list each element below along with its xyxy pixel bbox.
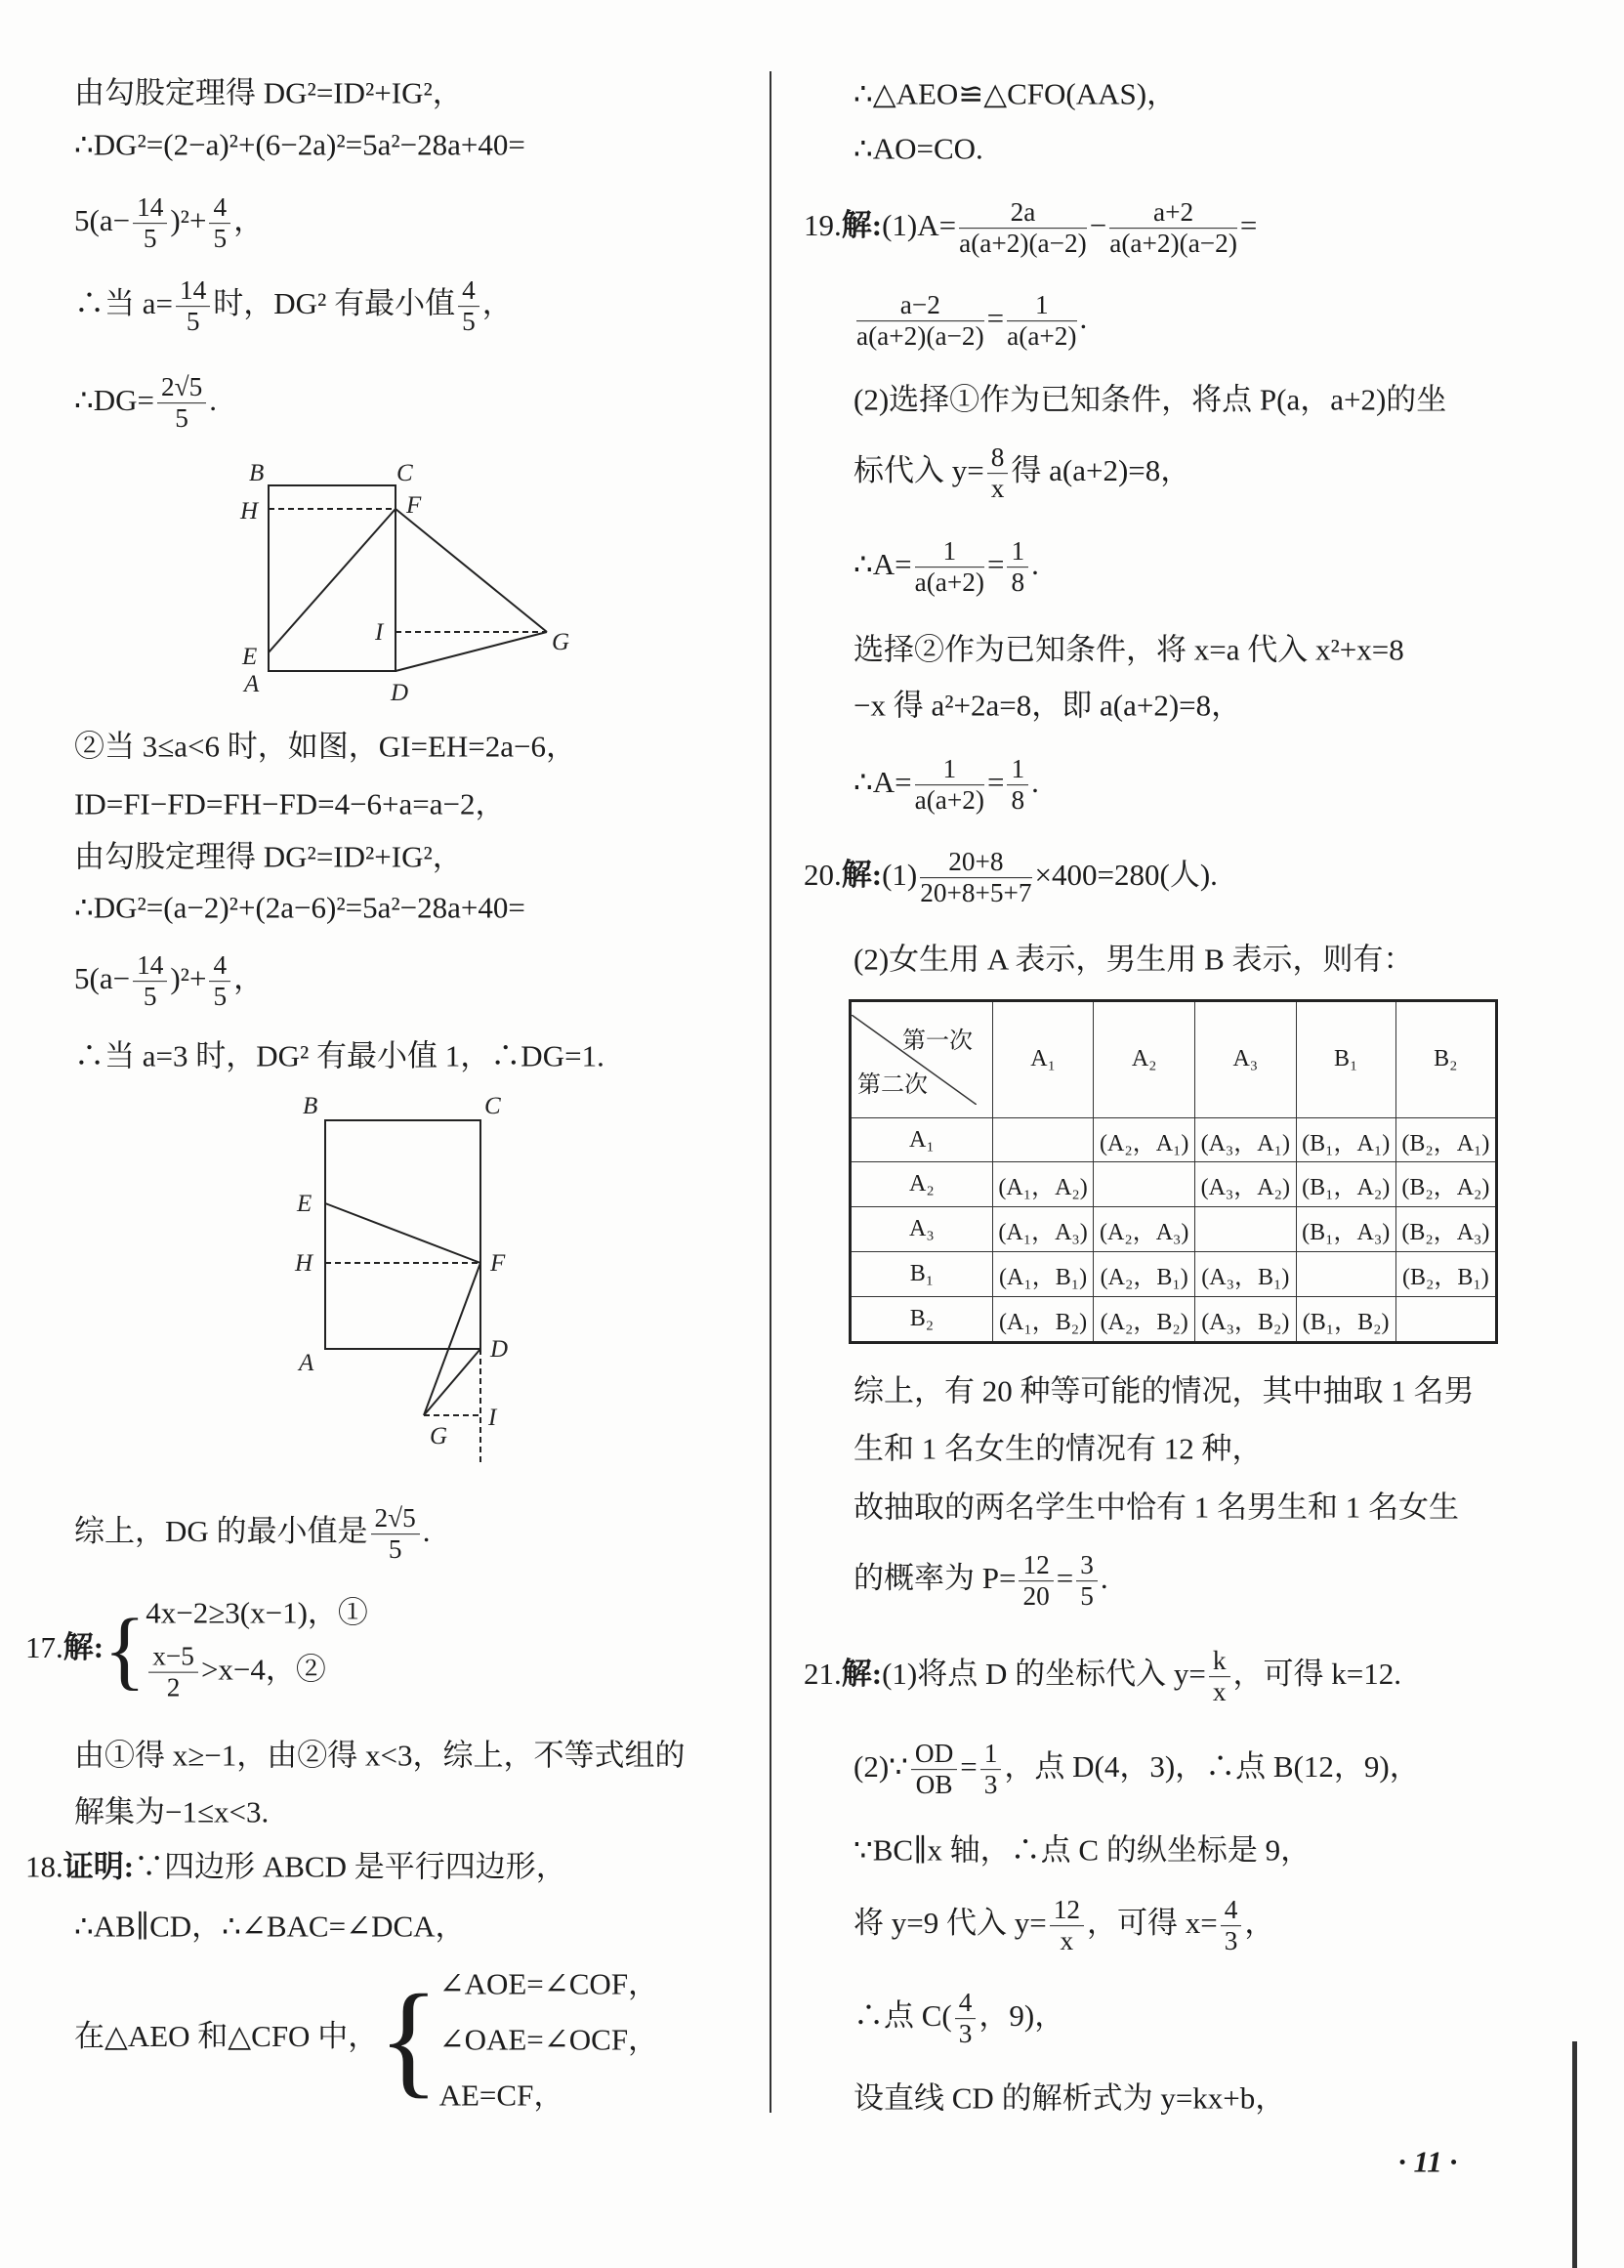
text-line: ∴△AEO≌△CFO(AAS)， — [854, 76, 1178, 111]
text: ∵四边形 ABCD 是平行四边形， — [134, 1849, 566, 1884]
table-cell: (A₂，A₁) — [1094, 1117, 1195, 1162]
numerator: 8 — [987, 442, 1009, 474]
table-cell: (B₁，A₁) — [1296, 1117, 1395, 1162]
text-line: 由勾股定理得 DG²=ID²+IG²， — [74, 75, 463, 110]
text: 得 a(a+2)=8， — [1011, 453, 1191, 488]
brace-icon: { — [104, 1602, 146, 1699]
row-header: B₁ — [851, 1252, 993, 1297]
formula-line — [854, 290, 1087, 353]
problem-17 — [25, 1595, 368, 1704]
text: 的概率为 P= — [854, 1561, 1017, 1596]
formula-line — [74, 950, 264, 1013]
numerator: 2a — [959, 197, 1087, 229]
denominator: 3 — [1224, 1926, 1238, 1956]
text-line: 解集为−1≤x<3. — [74, 1794, 270, 1829]
fraction — [980, 1739, 1002, 1801]
problem-21 — [804, 1646, 1401, 1708]
text-line: −x 得 a²+2a=8，即 a(a+2)=8， — [854, 688, 1242, 723]
text: . — [1031, 547, 1039, 582]
table-cell — [1296, 1252, 1395, 1297]
proof-label: 证明: — [62, 1849, 135, 1884]
text: . — [1079, 301, 1088, 336]
condition: AE=CF， — [438, 2078, 564, 2113]
fraction — [915, 754, 984, 817]
fraction — [987, 442, 1009, 505]
fraction — [920, 847, 1031, 909]
column-header: B₁ — [1296, 1001, 1395, 1118]
label-G: G — [430, 1423, 448, 1449]
label-B: B — [249, 460, 265, 486]
outcome-table — [849, 999, 1498, 1344]
text-line: 故抽取的两名学生中恰有 1 名男生和 1 名女生 — [854, 1490, 1459, 1525]
problem-number: 18. — [25, 1849, 63, 1884]
text: ，点 D(4，3)，∴点 B(12，9)， — [1004, 1749, 1420, 1785]
denominator: a(a+2) — [914, 567, 984, 598]
corner-bottom-label: 第二次 — [857, 1071, 928, 1098]
label-A: A — [299, 1350, 314, 1376]
label-E: E — [297, 1191, 312, 1217]
problem-number: 20. — [804, 858, 842, 893]
solution-label: 解: — [841, 1657, 883, 1692]
column-header: B₂ — [1395, 1001, 1496, 1118]
row-header: A₂ — [851, 1162, 993, 1207]
numerator: 1 — [1007, 536, 1028, 567]
numerator: OD — [911, 1739, 957, 1770]
page-number: · 11 · — [1398, 2144, 1458, 2179]
text: . — [422, 1514, 431, 1549]
numerator: a+2 — [1109, 197, 1237, 229]
problem-20 — [804, 847, 1218, 909]
solution-label: 解: — [841, 208, 883, 243]
text: 时，DG² 有最小值 — [213, 286, 456, 321]
denominator: 5 — [143, 982, 157, 1012]
denominator: 5 — [143, 224, 157, 254]
fraction — [1019, 1550, 1053, 1613]
denominator: x — [1060, 1926, 1074, 1956]
table-cell: (B₂，B₁) — [1395, 1252, 1496, 1297]
denominator: a(a+2)(a−2) — [856, 321, 984, 352]
text-line: 生和 1 名女生的情况有 12 种， — [854, 1431, 1263, 1466]
table-row — [851, 1296, 1497, 1342]
text: ∴DG= — [74, 383, 154, 418]
fraction — [1007, 754, 1028, 817]
table-row — [851, 1162, 1497, 1207]
problem-19 — [804, 197, 1257, 260]
label-I: I — [375, 619, 384, 646]
formula-line — [854, 754, 1039, 817]
text: (1)A= — [882, 208, 957, 243]
formula-line — [854, 1988, 1064, 2050]
table-cell — [1195, 1207, 1297, 1252]
text: − — [1089, 208, 1107, 243]
table-cell: (A₁，B₂) — [992, 1296, 1094, 1342]
table-cell — [992, 1117, 1094, 1162]
text: = — [960, 1749, 978, 1785]
text: ∴A= — [854, 765, 912, 800]
inequality-2 — [146, 1642, 368, 1704]
numerator: 14 — [133, 192, 167, 224]
fraction — [959, 197, 1087, 260]
denominator: 8 — [1011, 785, 1025, 816]
text: ×400=280(人). — [1034, 858, 1218, 893]
fraction — [1050, 1895, 1084, 1957]
numerator: 14 — [133, 950, 167, 982]
label-F: F — [406, 492, 422, 519]
text: (1)将点 D 的坐标代入 y= — [882, 1657, 1206, 1692]
denominator: a(a+2)(a−2) — [1109, 229, 1237, 259]
text: = — [986, 765, 1005, 800]
column-header: A₃ — [1195, 1001, 1297, 1118]
numerator: 20+8 — [920, 847, 1031, 878]
condition: ∠OAE=∠OCF， — [438, 2022, 659, 2057]
text: )²+ — [170, 203, 207, 238]
fraction — [1076, 1550, 1098, 1613]
numerator: 1 — [1007, 754, 1028, 785]
column-divider — [770, 71, 771, 2113]
formula-line — [854, 1895, 1274, 1957]
table-cell: (A₁，A₂) — [992, 1162, 1094, 1207]
denominator: 5 — [462, 307, 476, 337]
text: = — [1056, 1561, 1074, 1596]
fraction — [148, 1642, 198, 1704]
numerator: 4 — [955, 1988, 977, 2019]
label-H: H — [240, 498, 259, 525]
figure-2 — [325, 1120, 480, 1465]
table-cell: (A₃，B₁) — [1195, 1252, 1297, 1297]
fraction — [1007, 536, 1028, 599]
text-line: ID=FI−FD=FH−FD=4−6+a=a−2， — [74, 786, 506, 821]
text-line: ∴当 a=3 时，DG² 有最小值 1，∴DG=1. — [74, 1038, 604, 1073]
numerator: 1 — [915, 754, 984, 785]
text-line: ∴DG²=(a−2)²+(2a−6)²=5a²−28a+40= — [74, 890, 525, 925]
text: = — [986, 547, 1005, 582]
label-D: D — [490, 1336, 509, 1363]
formula-line — [854, 442, 1190, 505]
numerator: 4 — [1221, 1895, 1242, 1926]
numerator: a−2 — [856, 290, 984, 321]
denominator: a(a+2) — [1007, 321, 1077, 352]
text: 综上，DG 的最小值是 — [74, 1514, 368, 1549]
congruence-system — [74, 1966, 659, 2113]
numerator: 12 — [1050, 1895, 1084, 1926]
fraction — [856, 290, 984, 353]
denominator: 5 — [186, 307, 200, 337]
denominator: 20 — [1022, 1581, 1050, 1612]
text: ∴A= — [854, 547, 912, 582]
row-header: B₂ — [851, 1296, 993, 1342]
text-line: 由勾股定理得 DG²=ID²+IG²， — [74, 839, 463, 874]
numerator: 4 — [209, 192, 230, 224]
denominator: a(a+2)(a−2) — [959, 229, 1087, 259]
formula-line — [854, 1550, 1108, 1613]
numerator: 1 — [980, 1739, 1002, 1770]
text: = — [1239, 208, 1258, 243]
text: 5(a− — [74, 203, 131, 238]
fraction — [133, 950, 167, 1013]
column-header: A₁ — [992, 1001, 1094, 1118]
fraction — [209, 950, 230, 1013]
denominator: 2 — [166, 1673, 181, 1702]
label-F: F — [490, 1250, 506, 1277]
label-H: H — [295, 1250, 313, 1277]
numerator: 1 — [915, 536, 984, 567]
numerator: 12 — [1019, 1550, 1053, 1581]
problem-18 — [25, 1849, 566, 1884]
text: (2)∵ — [854, 1749, 908, 1785]
formula-line — [74, 1503, 431, 1566]
inequality-1: 4x−2≥3(x−1)，① — [146, 1595, 368, 1630]
denominator: 5 — [213, 982, 228, 1012]
fraction — [1221, 1895, 1242, 1957]
text-line: 由①得 x≥−1，由②得 x<3，综上，不等式组的 — [74, 1738, 686, 1773]
denominator: 5 — [213, 224, 228, 254]
table-row — [851, 1207, 1497, 1252]
table-cell: (B₂，A₁) — [1395, 1117, 1496, 1162]
denominator: x — [990, 474, 1005, 504]
denominator: 5 — [175, 403, 188, 434]
table-cell: (B₁，A₂) — [1296, 1162, 1395, 1207]
denominator: 5 — [388, 1534, 402, 1565]
text: (1) — [882, 858, 918, 893]
table-cell: (B₂，A₂) — [1395, 1162, 1496, 1207]
formula-line — [854, 536, 1039, 599]
table-cell: (A₂，B₁) — [1094, 1252, 1195, 1297]
text: 在△AEO 和△CFO 中， — [74, 2019, 379, 2054]
numerator: 2√5 — [371, 1503, 420, 1534]
text: ， — [481, 286, 513, 321]
label-I: I — [488, 1405, 497, 1431]
denominator: 20+8+5+7 — [920, 878, 1032, 908]
fraction — [1209, 1646, 1230, 1708]
numerator: 14 — [176, 275, 210, 307]
text-line: ∴DG²=(2−a)²+(6−2a)²=5a²−28a+40= — [74, 127, 525, 162]
text-line: ∴AO=CO. — [854, 131, 983, 166]
text: ， — [233, 203, 265, 238]
text-line: (2)选择①作为已知条件，将点 P(a，a+2)的坐 — [854, 382, 1447, 417]
corner-cell — [851, 1001, 993, 1118]
table-cell: (B₁，B₂) — [1296, 1296, 1395, 1342]
table-cell: (A₃，A₂) — [1195, 1162, 1297, 1207]
text: = — [986, 301, 1005, 336]
fraction — [911, 1739, 957, 1801]
text: 将 y=9 代入 y= — [854, 1906, 1047, 1941]
text-line: (2)女生用 A 表示，男生用 B 表示，则有： — [854, 942, 1414, 977]
solution-label: 解: — [62, 1630, 104, 1665]
denominator: OB — [915, 1770, 953, 1800]
brace-icon: { — [378, 1969, 439, 2110]
text: >x−4，② — [200, 1652, 326, 1687]
table-cell: (A₃，A₁) — [1195, 1117, 1297, 1162]
problem-number: 21. — [804, 1657, 842, 1692]
fraction — [371, 1503, 420, 1566]
table-cell: (B₁，A₃) — [1296, 1207, 1395, 1252]
text: ，可得 k=12. — [1232, 1657, 1401, 1692]
formula-line — [854, 1739, 1420, 1801]
table-cell — [1395, 1296, 1496, 1342]
text-line: 综上，有 20 种等可能的情况，其中抽取 1 名男 — [854, 1373, 1475, 1408]
text-line: 选择②作为已知条件，将 x=a 代入 x²+x=8 — [854, 632, 1404, 667]
text-line: 设直线 CD 的解析式为 y=kx+b， — [854, 2080, 1286, 2116]
numerator: 4 — [458, 275, 479, 307]
numerator: 1 — [1007, 290, 1076, 321]
denominator: x — [1212, 1677, 1227, 1707]
fraction — [955, 1988, 977, 2050]
numerator: 2√5 — [157, 372, 206, 403]
denominator: 3 — [958, 2019, 973, 2049]
page-edge-bar — [1572, 2041, 1577, 2268]
label-C: C — [396, 460, 413, 486]
text-line: ∴AB∥CD，∴∠BAC=∠DCA， — [74, 1909, 466, 1944]
label-C: C — [484, 1093, 501, 1119]
text: . — [1100, 1561, 1108, 1596]
text: ， — [233, 961, 265, 996]
table-header-row — [851, 1001, 1497, 1118]
table-row — [851, 1252, 1497, 1297]
table-cell: (A₂，A₃) — [1094, 1207, 1195, 1252]
numerator: 3 — [1076, 1550, 1098, 1581]
solution-label: 解: — [841, 858, 883, 893]
corner-top-label: 第一次 — [902, 1028, 973, 1054]
text: ∴当 a= — [74, 286, 173, 321]
fraction — [1109, 197, 1237, 260]
text: ，可得 x= — [1086, 1906, 1218, 1941]
text: ∴点 C( — [854, 1998, 952, 2034]
column-header: A₂ — [1094, 1001, 1195, 1118]
numerator: 4 — [209, 950, 230, 982]
problem-number: 17. — [25, 1630, 63, 1665]
denominator: 8 — [1011, 567, 1025, 598]
table-cell — [1094, 1162, 1195, 1207]
numerator: k — [1209, 1646, 1230, 1677]
table-row — [851, 1117, 1497, 1162]
table-cell: (A₁，B₁) — [992, 1252, 1094, 1297]
problem-number: 19. — [804, 208, 842, 243]
label-E: E — [242, 644, 258, 670]
text-line: ∵BC∥x 轴，∴点 C 的纵坐标是 9， — [854, 1832, 1312, 1868]
row-header: A₁ — [851, 1117, 993, 1162]
inequality-system — [146, 1595, 368, 1704]
condition: ∠AOE=∠COF， — [438, 1966, 659, 2001]
fraction — [915, 536, 984, 599]
text-line: ②当 3≤a<6 时，如图，GI=EH=2a−6， — [74, 729, 576, 764]
text: . — [209, 383, 217, 418]
text: . — [1031, 765, 1039, 800]
text: ，9)， — [979, 1998, 1065, 2034]
text: ， — [1244, 1906, 1275, 1941]
denominator: a(a+2) — [914, 785, 984, 816]
text: 标代入 y= — [854, 453, 984, 488]
text: )²+ — [170, 961, 207, 996]
row-header: A₃ — [851, 1207, 993, 1252]
label-D: D — [391, 680, 409, 706]
denominator: 5 — [1080, 1581, 1094, 1612]
text: 5(a− — [74, 961, 131, 996]
condition-list — [438, 1966, 659, 2113]
label-G: G — [552, 629, 570, 655]
table-cell: (B₂，A₃) — [1395, 1207, 1496, 1252]
table-cell: (A₂，B₂) — [1094, 1296, 1195, 1342]
denominator: 3 — [983, 1770, 998, 1800]
label-B: B — [303, 1093, 318, 1119]
numerator: x−5 — [148, 1642, 198, 1673]
label-A: A — [244, 671, 260, 697]
table-cell: (A₃，B₂) — [1195, 1296, 1297, 1342]
table-cell: (A₁，A₃) — [992, 1207, 1094, 1252]
fraction — [1007, 290, 1076, 353]
